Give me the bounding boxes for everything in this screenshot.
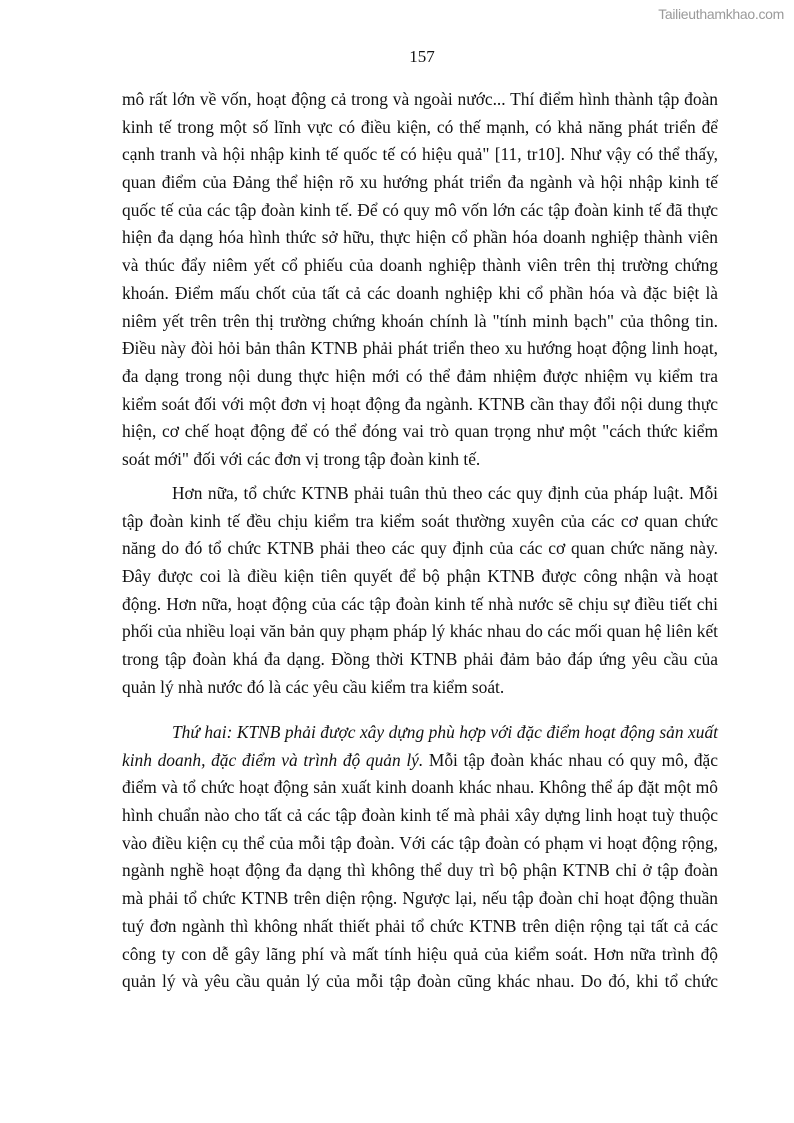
text-line: hình chuẩn nào cho tất cả các tập đoàn kinh tế mà phải xây dựng linh hoạt tuỳ thuộc [122, 805, 718, 826]
text-line: soát mới" đối với các đơn vị trong tập đoàn kinh tế. [122, 448, 481, 469]
italic-heading-end: kinh doanh, đặc điểm và trình độ quản lý. [122, 749, 424, 770]
watermark: Tailieuthamkhao.com [658, 6, 784, 22]
text-line: tuý đơn ngành thì không nhất thiết phải tổ chức KTNB trên diện rộng tại tất cả các [122, 915, 718, 936]
text-line: vào điều kiện cụ thể của mỗi tập đoàn. Với các tập đoàn có phạm vi hoạt động rộng, [122, 832, 718, 853]
text-line: ngành nghề hoạt động đa dạng thì không thể duy trì bộ phận KTNB chỉ ở tập đoàn [122, 860, 718, 881]
text-line: hiện đa dạng hóa hình thức sở hữu, thực hiện cổ phần hóa doanh nghiệp thành viên [122, 227, 718, 248]
text-line: quan điểm của Đảng thể hiện rõ xu hướng phát triển đa ngành và hội nhập kinh tế [122, 172, 718, 193]
paragraph-2 [122, 480, 718, 702]
italic-heading-line: Thứ hai: KTNB phải được xây dựng phù hợp với đặc điểm hoạt động sản xuất [172, 722, 718, 742]
text-line: hiện, cơ chế hoạt động để có thể đóng vai trò quan trọng như một "cách thức kiểm [122, 421, 718, 442]
text-line: quốc tế của các tập đoàn kinh tế. Để có quy mô vốn lớn các tập đoàn kinh tế đã thực [122, 199, 718, 220]
text-line: và thúc đẩy niêm yết cổ phiếu của doanh nghiệp thành viên trên thị trường chứng [122, 255, 718, 276]
text-span: Mỗi tập đoàn khác nhau có quy mô, đặc [423, 749, 718, 770]
text-line: kinh tế trong một số lĩnh vực có điều kiện, có thế mạnh, có khả năng phát triển để [122, 116, 718, 137]
text-line: công ty con dễ gây lãng phí và mất tính hiệu quả của kiểm soát. Hơn nữa trình độ [122, 943, 718, 964]
text-line: tập đoàn kinh tế đều chịu kiểm tra kiểm soát thường xuyên của các cơ quan chức [122, 510, 718, 531]
text-line: cạnh tranh và hội nhập kinh tế quốc tế có hiệu quả" [11, tr10]. Như vậy có thể thấy, [122, 144, 718, 165]
text-line: mô rất lớn về vốn, hoạt động cả trong và ngoài nước... Thí điểm hình thành tập đoàn [122, 89, 718, 109]
text-line: động. Hơn nữa, hoạt động của các tập đoàn kinh tế nhà nước sẽ chịu sự điều tiết chi [122, 593, 718, 614]
text-line: Hơn nữa, tổ chức KTNB phải tuân thủ theo các quy định của pháp luật. Mỗi [172, 483, 718, 503]
text-line: kiểm soát đối với một đơn vị hoạt động đa ngành. KTNB cần thay đổi nội dung thực [122, 393, 718, 414]
text-line: đa dạng trong nội dung thực hiện mới có thể đảm nhiệm được nhiệm vụ kiểm tra [122, 365, 718, 386]
text-line: năng do đó tổ chức KTNB phải theo các quy định của các cơ quan chức năng này. [122, 538, 718, 559]
text-line: niêm yết trên trên thị trường chứng khoán chính là "tính minh bạch" của thông tin. [122, 310, 718, 331]
text-line: Điều này đòi hỏi bản thân KTNB phải phát triển theo xu hướng hoạt động linh hoạt, [122, 338, 718, 359]
text-line: khoán. Điểm mấu chốt của tất cả các doanh nghiệp khi cổ phần hóa và đặc biệt là [122, 282, 718, 303]
text-line: Đây được coi là điều kiện tiên quyết để bộ phận KTNB được công nhận và hoạt [122, 566, 718, 587]
paragraph-3 [122, 719, 718, 996]
text-line: mà phải tổ chức KTNB trên diện rộng. Ngược lại, nếu tập đoàn chỉ hoạt động thuần [122, 888, 718, 909]
text-line [122, 747, 718, 775]
text-line: phối của nhiều loại văn bản quy phạm pháp lý khác nhau do các mối quan hệ liên kết [122, 621, 718, 642]
text-line: quản lý và yêu cầu quản lý của mỗi tập đoàn cũng khác nhau. Do đó, khi tổ chức [122, 971, 718, 992]
text-line: điểm và tổ chức hoạt động sản xuất kinh doanh khác nhau. Không thể áp đặt một mô [122, 777, 718, 798]
page-number: 157 [409, 47, 435, 66]
text-line: trong tập đoàn khá đa dạng. Đồng thời KTNB phải đảm bảo đáp ứng yêu cầu của [122, 649, 718, 670]
text-line: quản lý nhà nước đó là các yêu cầu kiểm tra kiểm soát. [122, 676, 505, 697]
paragraph-1 [122, 86, 718, 474]
